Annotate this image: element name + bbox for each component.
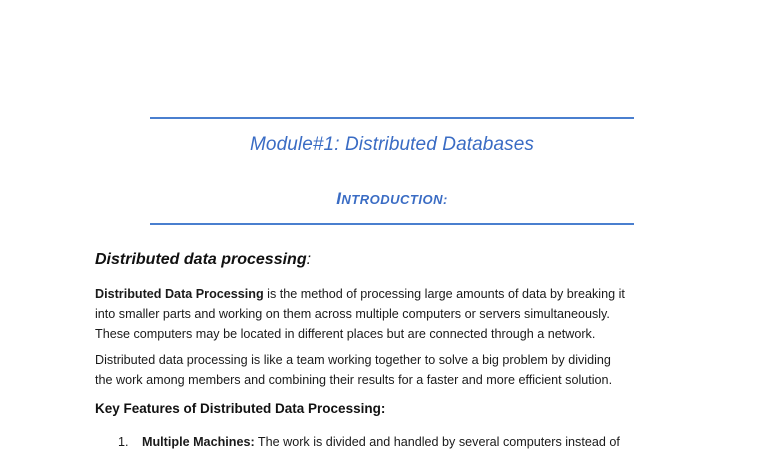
top-divider bbox=[150, 117, 634, 119]
paragraph-line: into smaller parts and working on them across multiple computers or servers simultaneously. bbox=[95, 307, 610, 321]
term-bold: Distributed Data Processing bbox=[95, 287, 264, 301]
section-heading bbox=[95, 251, 311, 269]
paragraph-definition bbox=[95, 284, 695, 344]
module-title: Module#1: Distributed Databases bbox=[249, 134, 535, 155]
introduction-heading bbox=[150, 189, 634, 209]
intro-heading-rest: NTRODUCTION: bbox=[341, 192, 448, 207]
paragraph-line: the work among members and combining their results for a faster and more efficient solution. bbox=[95, 373, 613, 387]
list-item-bold: Multiple Machines: bbox=[142, 435, 255, 449]
section-heading-text: Distributed data processing bbox=[95, 251, 307, 268]
paragraph-text: is the method of processing large amounts of data by breaking it bbox=[263, 287, 625, 301]
list-item bbox=[118, 432, 738, 452]
intro-heading-initial: I bbox=[336, 189, 342, 208]
list-number: 1. bbox=[118, 435, 129, 449]
features-heading: Key Features of Distributed Data Processing: bbox=[95, 401, 386, 416]
paragraph-line: These computers may be located in different places but are connected through a network. bbox=[95, 327, 596, 341]
paragraph-line: Distributed data processing is like a team working together to solve a big problem by dividing bbox=[95, 353, 611, 367]
bottom-divider bbox=[150, 223, 634, 225]
section-heading-colon: : bbox=[306, 251, 312, 268]
paragraph-analogy bbox=[95, 350, 695, 390]
list-item-text: The work is divided and handled by several computers instead of bbox=[254, 435, 620, 449]
paragraph-line bbox=[95, 284, 695, 304]
